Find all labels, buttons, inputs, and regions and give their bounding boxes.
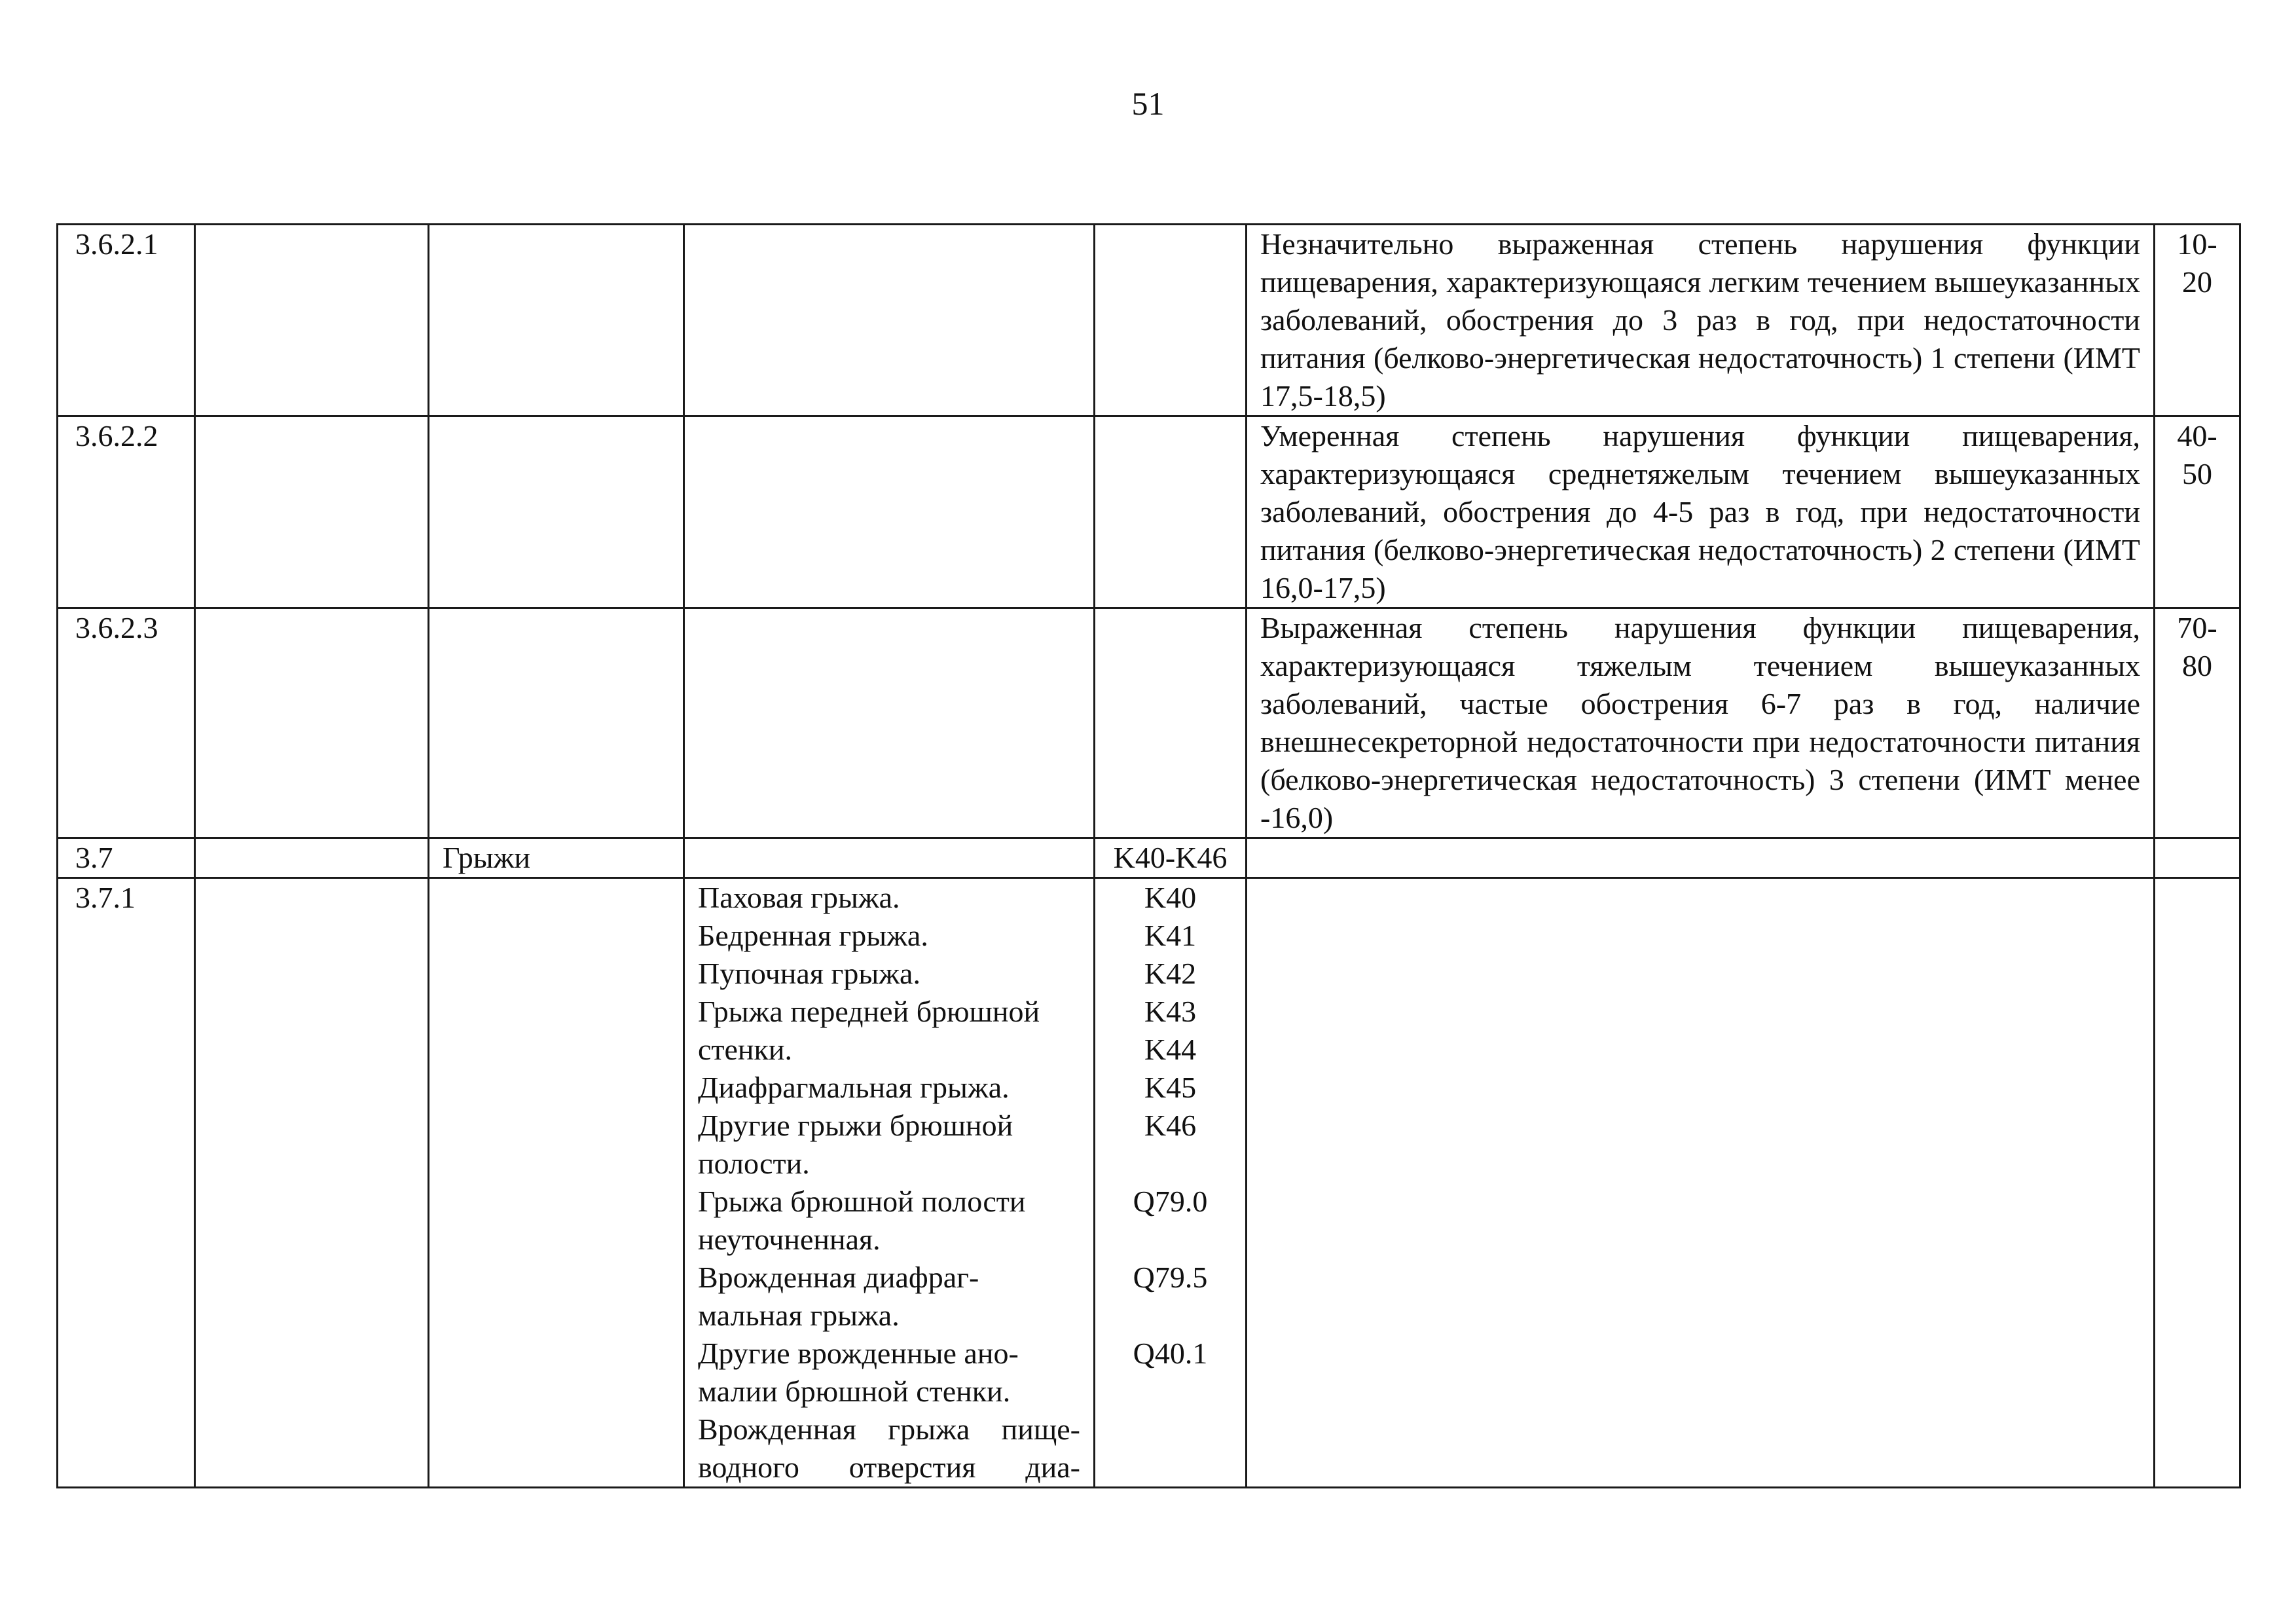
score-cell <box>2155 878 2240 1488</box>
icd-code-cell: K40-K46 <box>1095 838 1247 878</box>
table-row <box>58 416 2240 608</box>
code-cell: 3.6.2.3 <box>58 608 195 838</box>
score-cell: 40-50 <box>2155 416 2240 608</box>
code-cell: 3.7 <box>58 838 195 878</box>
diagnosis-line: стенки. <box>698 1033 793 1066</box>
empty-cell <box>195 225 429 416</box>
empty-cell <box>429 225 684 416</box>
page-number: 51 <box>1131 85 1165 122</box>
icd-code: K40 <box>1144 881 1197 914</box>
empty-cell <box>195 416 429 608</box>
diagnosis-line: водного отверстия диа- <box>698 1450 1080 1484</box>
description-cell <box>1247 838 2155 878</box>
description-cell <box>1247 878 2155 1488</box>
score-cell: 10-20 <box>2155 225 2240 416</box>
table-row <box>58 225 2240 416</box>
icd-code: K45 <box>1144 1071 1197 1104</box>
diagnosis-cell <box>684 608 1095 838</box>
description-cell: Выраженная степень нарушения функции пищеварения, характеризующаяся тяжелым течением вышеуказанных заболеваний, частые обострения 6-7 раз в год, наличие внешнесекреторной недостаточности при недостаточности питания (белково-энергетическая недостаточность) 3 степени (ИМТ менее -16,0) <box>1247 608 2155 838</box>
table-row <box>58 608 2240 838</box>
score-cell <box>2155 838 2240 878</box>
diagnosis-cell <box>684 878 1095 1488</box>
diagnosis-cell <box>684 225 1095 416</box>
icd-code-cell <box>1095 878 1247 1488</box>
icd-code: Q79.0 <box>1133 1185 1208 1218</box>
diagnosis-line: неуточненная. <box>698 1223 881 1256</box>
icd-code: K44 <box>1144 1033 1197 1066</box>
diagnosis-line: Грыжа брюшной полости <box>698 1185 1026 1218</box>
diagnosis-line: полости. <box>698 1147 810 1180</box>
code-cell: 3.7.1 <box>58 878 195 1488</box>
diagnosis-line: Грыжа передней брюшной <box>698 995 1040 1028</box>
icd-code: K43 <box>1144 995 1197 1028</box>
icd-code: Q79.5 <box>1133 1261 1208 1294</box>
diagnosis-line: мальная грыжа. <box>698 1299 900 1332</box>
empty-cell <box>195 878 429 1488</box>
icd-code: K41 <box>1144 919 1197 952</box>
icd-code: K46 <box>1144 1109 1197 1142</box>
diagnosis-line: Врожденная диафраг- <box>698 1261 979 1294</box>
description-cell: Незначительно выраженная степень нарушения функции пищеварения, характеризующаяся легким течением вышеуказанных заболеваний, обострения до 3 раз в год, при недостаточности питания (белково-энергетическая недостаточность) 1 степени (ИМТ 17,5-18,5) <box>1247 225 2155 416</box>
icd-code: Q40.1 <box>1133 1337 1208 1370</box>
diagnosis-line: Диафрагмальная грыжа. <box>698 1071 1010 1104</box>
disability-criteria-table <box>56 223 2241 1488</box>
code-cell: 3.6.2.2 <box>58 416 195 608</box>
icd-code: K42 <box>1144 957 1197 990</box>
diagnosis-line: малии брюшной стенки. <box>698 1375 1011 1408</box>
diagnosis-line: Паховая грыжа. <box>698 881 900 914</box>
diagnosis-line: Пупочная грыжа. <box>698 957 920 990</box>
diagnosis-cell <box>684 416 1095 608</box>
diagnosis-line: Другие врожденные ано- <box>698 1337 1019 1370</box>
empty-cell <box>195 838 429 878</box>
diagnosis-line: Бедренная грыжа. <box>698 919 928 952</box>
empty-cell <box>429 878 684 1488</box>
table-row <box>58 838 2240 878</box>
section-title-cell: Грыжи <box>429 838 684 878</box>
score-cell: 70-80 <box>2155 608 2240 838</box>
icd-code-cell <box>1095 225 1247 416</box>
diagnosis-cell <box>684 838 1095 878</box>
empty-cell <box>429 608 684 838</box>
empty-cell <box>195 608 429 838</box>
description-cell: Умеренная степень нарушения функции пищеварения, характеризующаяся среднетяжелым течением вышеуказанных заболеваний, обострения до 4-5 раз в год, при недостаточности питания (белково-энергетическая недостаточность) 2 степени (ИМТ 16,0-17,5) <box>1247 416 2155 608</box>
table-row <box>58 878 2240 1488</box>
empty-cell <box>429 416 684 608</box>
icd-code-cell <box>1095 416 1247 608</box>
code-cell: 3.6.2.1 <box>58 225 195 416</box>
icd-code-cell <box>1095 608 1247 838</box>
diagnosis-line: Врожденная грыжа пище- <box>698 1412 1080 1446</box>
diagnosis-line: Другие грыжи брюшной <box>698 1109 1013 1142</box>
